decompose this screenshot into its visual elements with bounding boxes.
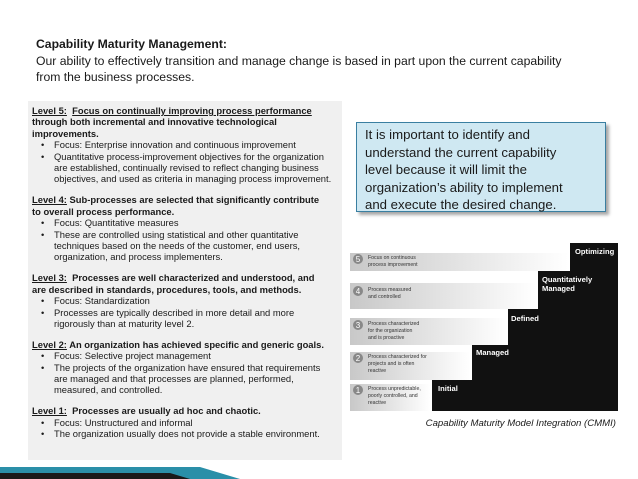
step-2-desc-1: Process characterized for bbox=[368, 354, 427, 360]
step-1-desc-3: reactive bbox=[368, 400, 387, 406]
header-line-1: Our ability to effectively transition and manage change is based in part upon the current capability bbox=[36, 53, 562, 68]
callout-line-5: and execute the desired change. bbox=[365, 197, 557, 212]
step-number-1 bbox=[353, 385, 363, 395]
level-4-bullet-1 bbox=[54, 217, 336, 228]
bullet-line: are established, continually revised to reflect changing business bbox=[54, 162, 319, 174]
maturity-levels-panel bbox=[28, 101, 342, 460]
level-5-heading-line-1 bbox=[32, 105, 336, 116]
level-5-block bbox=[32, 105, 336, 185]
step-2-desc-2: projects and is often bbox=[368, 361, 415, 367]
level-4-heading-text-1: Sub-processes are selected that significantly contribute bbox=[69, 194, 320, 206]
step-3-name: Defined bbox=[511, 314, 539, 323]
header-line-2: from the business processes. bbox=[36, 70, 195, 84]
level-4-heading bbox=[32, 194, 336, 217]
bullet-line: • Focus: Quantitative measures bbox=[54, 217, 179, 229]
step-4-name-2: Managed bbox=[542, 284, 575, 293]
step-1-desc-1: Process unpredictable, bbox=[368, 386, 421, 392]
level-2-heading bbox=[32, 339, 336, 350]
step-number-3 bbox=[353, 320, 363, 330]
level-5-heading-line-3: improvements. bbox=[32, 127, 99, 139]
level-4-label: Level 4: bbox=[32, 194, 67, 206]
step-3-desc-1: Process characterized bbox=[368, 321, 420, 327]
level-5-heading-text-1: Focus on continually improving process performance bbox=[72, 105, 312, 116]
level-3-bullet-2 bbox=[54, 307, 336, 330]
step-number-4 bbox=[353, 286, 363, 296]
bullet-line: • Quantitative process-improvement objectives for the organization bbox=[54, 150, 324, 162]
level-1-bullet-2 bbox=[54, 428, 336, 439]
level-1-heading bbox=[32, 405, 336, 416]
level-1-label: Level 1: bbox=[32, 405, 67, 417]
step-3-desc-2: for the organization bbox=[368, 328, 413, 334]
level-5-label: Level 5: bbox=[32, 105, 67, 116]
level-3-heading-text-1: Processes are well characterized and understood, and bbox=[72, 272, 315, 284]
step-number-5 bbox=[353, 254, 363, 264]
step-1-name: Initial bbox=[438, 384, 458, 393]
level-3-label: Level 3: bbox=[32, 272, 67, 284]
step-number-2 bbox=[353, 353, 363, 363]
level-4-bullet-2 bbox=[54, 229, 336, 263]
level-3-heading bbox=[32, 272, 336, 295]
level-3-bullet-1 bbox=[54, 295, 336, 306]
level-2-bullet-1 bbox=[54, 350, 336, 361]
step-4-name: Quantitatively bbox=[542, 275, 593, 284]
level-2-block bbox=[32, 339, 336, 396]
level-1-bullets bbox=[32, 417, 336, 440]
callout-line-2: understand the current capability bbox=[365, 144, 557, 160]
level-2-heading-text-1: An organization has achieved specific and generic goals. bbox=[69, 338, 324, 350]
step-3-desc-3: and is proactive bbox=[368, 335, 405, 341]
step-5-desc-1: Focus on continuous bbox=[368, 255, 416, 261]
callout-line-1: It is important to identify and bbox=[365, 127, 530, 142]
bullet-line: • Focus: Selective project management bbox=[54, 350, 211, 362]
level-3-heading-line-1 bbox=[32, 272, 336, 283]
bullet-line: • Processes are typically described in more detail and more bbox=[54, 306, 295, 318]
bullet-line: are managed and that processes are planned, performed, bbox=[54, 373, 294, 385]
level-4-block bbox=[32, 194, 336, 262]
level-2-label: Level 2: bbox=[32, 338, 67, 350]
step-1-desc-2: poorly controlled, and bbox=[368, 393, 418, 399]
bullet-line: objectives, and used as criteria in managing process improvement. bbox=[54, 173, 332, 185]
bullet-line: • The projects of the organization have ensured that requirements bbox=[54, 361, 321, 373]
level-3-block bbox=[32, 272, 336, 329]
bullet-line: • Focus: Unstructured and informal bbox=[54, 416, 193, 428]
step-5-desc-2: process improvement bbox=[368, 262, 418, 268]
level-5-bullet-2 bbox=[54, 151, 336, 185]
bullet-line: • These are controlled using statistical and other quantitative bbox=[54, 228, 299, 240]
level-5-bullets bbox=[32, 139, 336, 185]
step-4-desc-1: Process measured bbox=[368, 287, 412, 293]
level-2-bullet-2 bbox=[54, 362, 336, 396]
cmmi-staircase-diagram bbox=[348, 233, 618, 411]
diagram-caption: Capability Maturity Model Integration (CMMI) bbox=[425, 418, 616, 429]
bullet-line: • The organization usually does not provide a stable environment. bbox=[54, 428, 320, 440]
header-title: Capability Maturity Management: bbox=[36, 37, 227, 51]
callout-line-4: organization’s ability to implement bbox=[365, 179, 563, 195]
bullet-line: • Focus: Enterprise innovation and continuous improvement bbox=[54, 139, 296, 151]
level-5-heading bbox=[32, 105, 336, 139]
level-4-bullets bbox=[32, 217, 336, 263]
level-3-heading-line-2: are described in standards, procedures, tools, and methods. bbox=[32, 283, 302, 295]
level-1-heading-text-1: Processes are usually ad hoc and chaotic. bbox=[72, 405, 261, 417]
footer-accent-shape bbox=[0, 461, 240, 479]
bullet-line: rigorously than at maturity level 2. bbox=[54, 317, 195, 329]
level-3-bullets bbox=[32, 295, 336, 329]
step-4-number: 4 bbox=[355, 287, 361, 296]
level-5-bullet-1 bbox=[54, 139, 336, 150]
step-2-number: 2 bbox=[355, 354, 361, 363]
step-3-number: 3 bbox=[355, 321, 361, 330]
bullet-line: organization, and process implementers. bbox=[54, 251, 223, 263]
bullet-line: measured, and controlled. bbox=[54, 384, 163, 396]
level-1-bullet-1 bbox=[54, 417, 336, 428]
accent-dark bbox=[0, 473, 190, 479]
level-2-heading-line-1 bbox=[32, 339, 336, 350]
step-5-number: 5 bbox=[355, 255, 361, 264]
step-5-name: Optimizing bbox=[575, 247, 615, 256]
step-4-desc-2: and controlled bbox=[368, 294, 401, 300]
page-header bbox=[36, 36, 616, 86]
step-1-number: 1 bbox=[355, 386, 361, 395]
step-2-desc-3: reactive bbox=[368, 368, 387, 374]
level-2-bullets bbox=[32, 350, 336, 396]
level-4-heading-line-1 bbox=[32, 194, 336, 205]
bullet-line: • Focus: Standardization bbox=[54, 295, 150, 307]
level-4-heading-line-2: to overall process performance. bbox=[32, 205, 175, 217]
callout-box bbox=[356, 122, 606, 212]
level-1-heading-line-1 bbox=[32, 405, 336, 416]
level-1-block bbox=[32, 405, 336, 439]
level-5-heading-line-2: through both incremental and innovative technological bbox=[32, 116, 277, 128]
bullet-line: techniques based on the needs of the customer, end users, bbox=[54, 239, 300, 251]
step-2-name: Managed bbox=[476, 348, 509, 357]
callout-line-3: level because it will limit the bbox=[365, 162, 527, 177]
